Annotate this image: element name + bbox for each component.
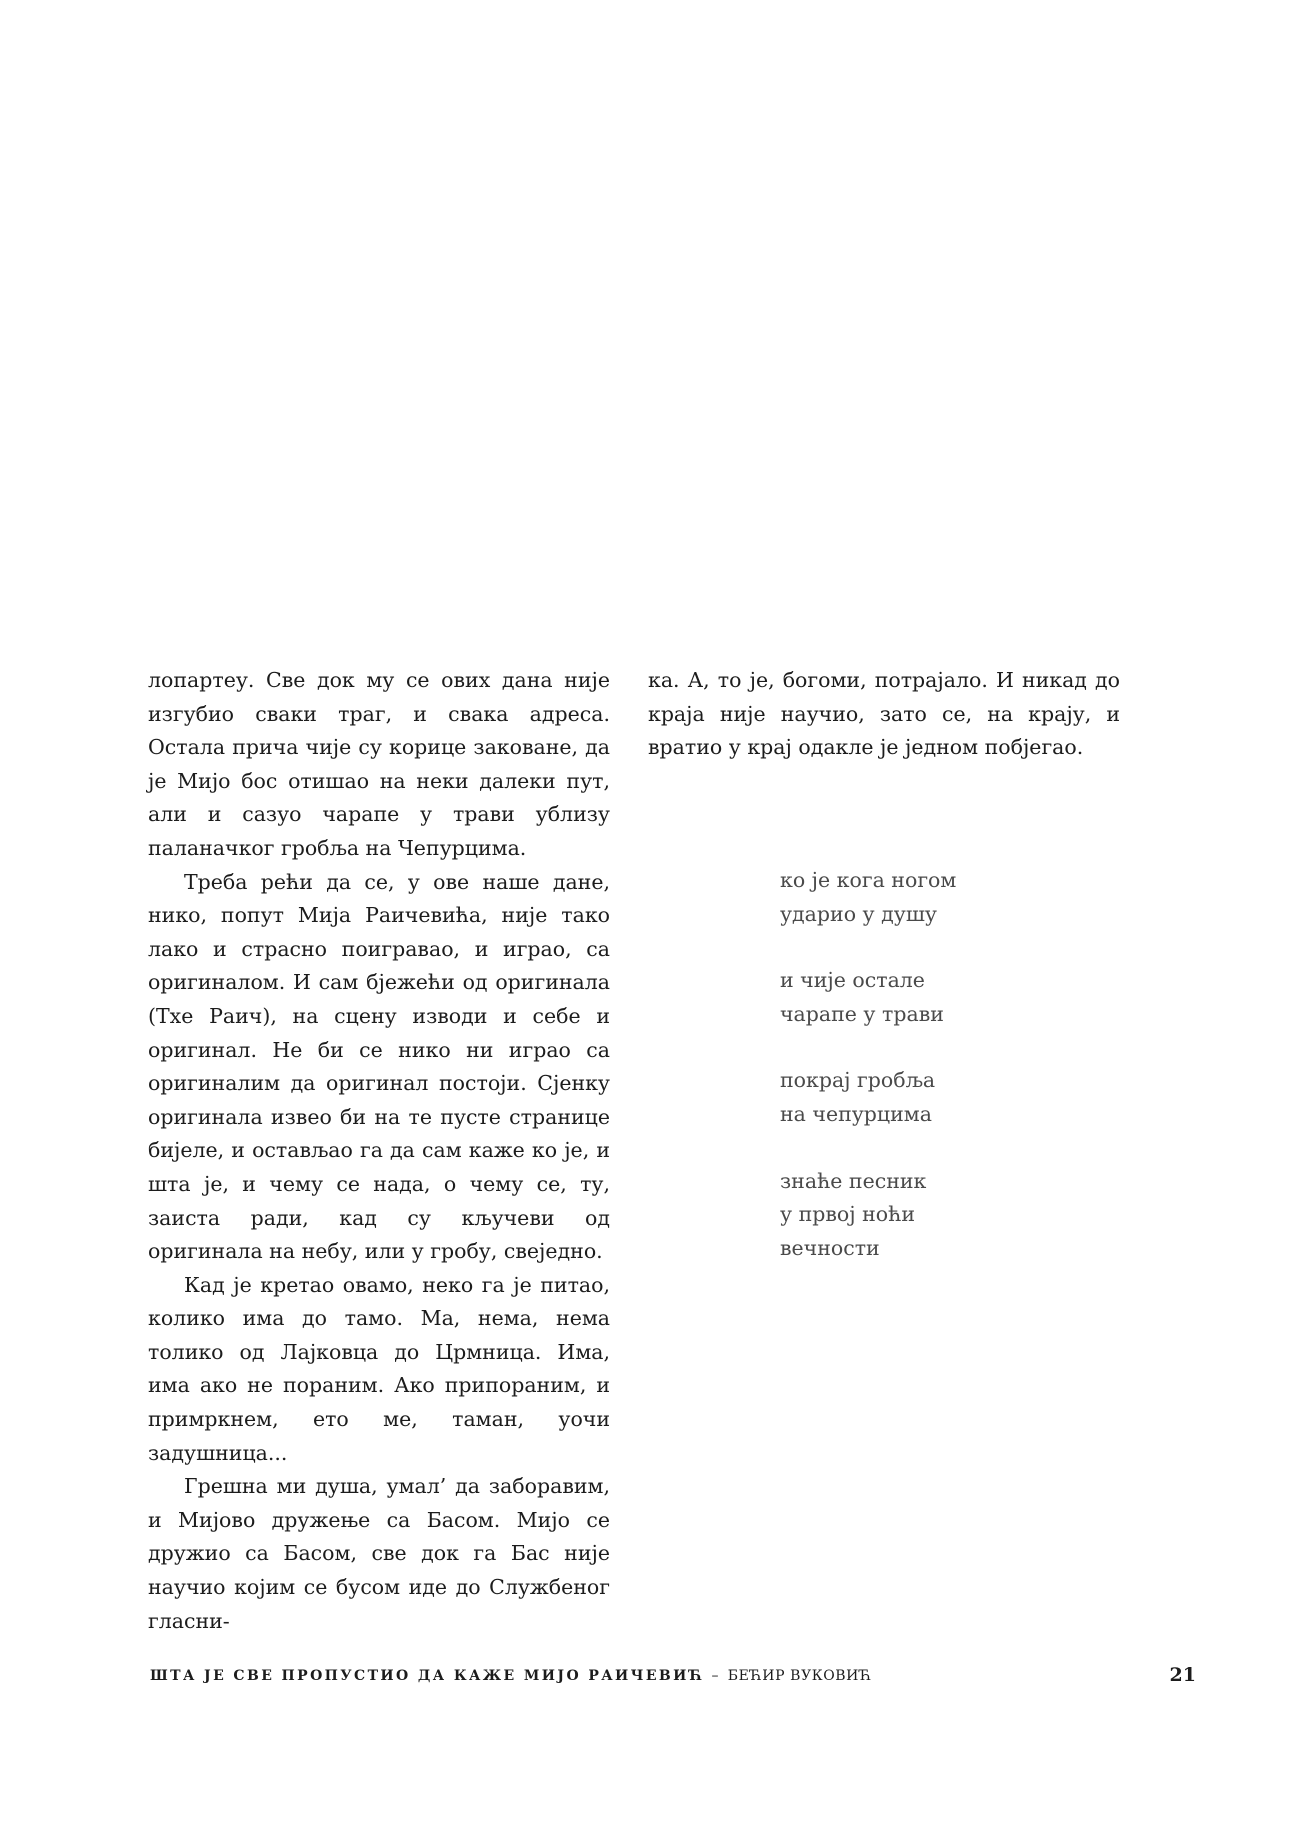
poem-line: ко је кога ногом	[780, 868, 957, 892]
book-title: ШТА ЈЕ СВЕ ПРОПУСТИО ДА КАЖЕ МИЈО РАИЧЕВИЋ	[150, 1668, 705, 1684]
poem	[780, 864, 956, 1298]
right-text-column	[648, 664, 1120, 765]
poem-line: чарапе у трави	[780, 1001, 944, 1026]
poem-line: у првој ноћи	[780, 1202, 915, 1227]
poem-line: покрај гробља	[780, 1068, 936, 1093]
poem-stanza	[780, 864, 956, 931]
page-number: 21	[1169, 1664, 1196, 1686]
poem-line: вечности	[780, 1235, 880, 1260]
poem-line: на чепурцима	[780, 1101, 932, 1126]
paragraph-1: лопартеу. Све док му се ових дана није изгубио сваки траг, и свака адреса. Остала прича чије су корице заковане, да је Мијо бос отишао на неки далеки пут, али и сазуо чарапе у трави ублизу паланачког гробља на Чепурцима.	[148, 668, 610, 860]
poem-stanza	[780, 964, 956, 1031]
author-name: БЕЋИР ВУКОВИЋ	[727, 1668, 872, 1684]
left-text-column	[148, 664, 610, 1638]
paragraph-3: Кад је кретао овамо, неко га је питао, колико има до тамо. Ма, нема, нема толико од Лајковца до Црмница. Има, има ако не пораним. Ако припораним, и примркнем, ето ме, таман, уочи задушница...	[148, 1272, 610, 1465]
poem-stanza	[780, 1165, 956, 1266]
footer-separator: –	[704, 1668, 728, 1684]
poem-stanza	[780, 1064, 956, 1131]
poem-line: и чије остале	[780, 968, 925, 993]
running-footer	[150, 1664, 1196, 1686]
poem-line: знаће песник	[780, 1168, 927, 1193]
paragraph-continuation: ка. А, то је, богоми, потрајало. И никад до краја није научио, зато се, на крају, и вратио у крај одакле је једном побјегао.	[648, 668, 1120, 760]
paragraph-4: Грешна ми душа, умал’ да заборавим, и Мијово дружење са Басом. Мијо се дружио са Басом, све док га Бас није научио којим се бусом иде до Службеног гласни-	[148, 1474, 610, 1633]
paragraph-2: Треба рећи да се, у ове наше дане, нико, попут Мија Раичевића, није тако лако и страсно поигравао, и играо, са оригиналом. И сам бјежећи од оригинала (Тхе Раич), на сцену изводи и себе и оригинал. Не би се нико ни играо са оригиналим да оригинал постоји. Сјенку оригинала извео би на те пусте странице бијеле, и остављао га да сам каже ко је, и шта је, и чему се нада, о чему се, ту, заиста ради, кад су кључеви од оригинала на небу, или у гробу, свеједно.	[148, 869, 610, 1264]
poem-line: ударио у душу	[780, 901, 937, 926]
